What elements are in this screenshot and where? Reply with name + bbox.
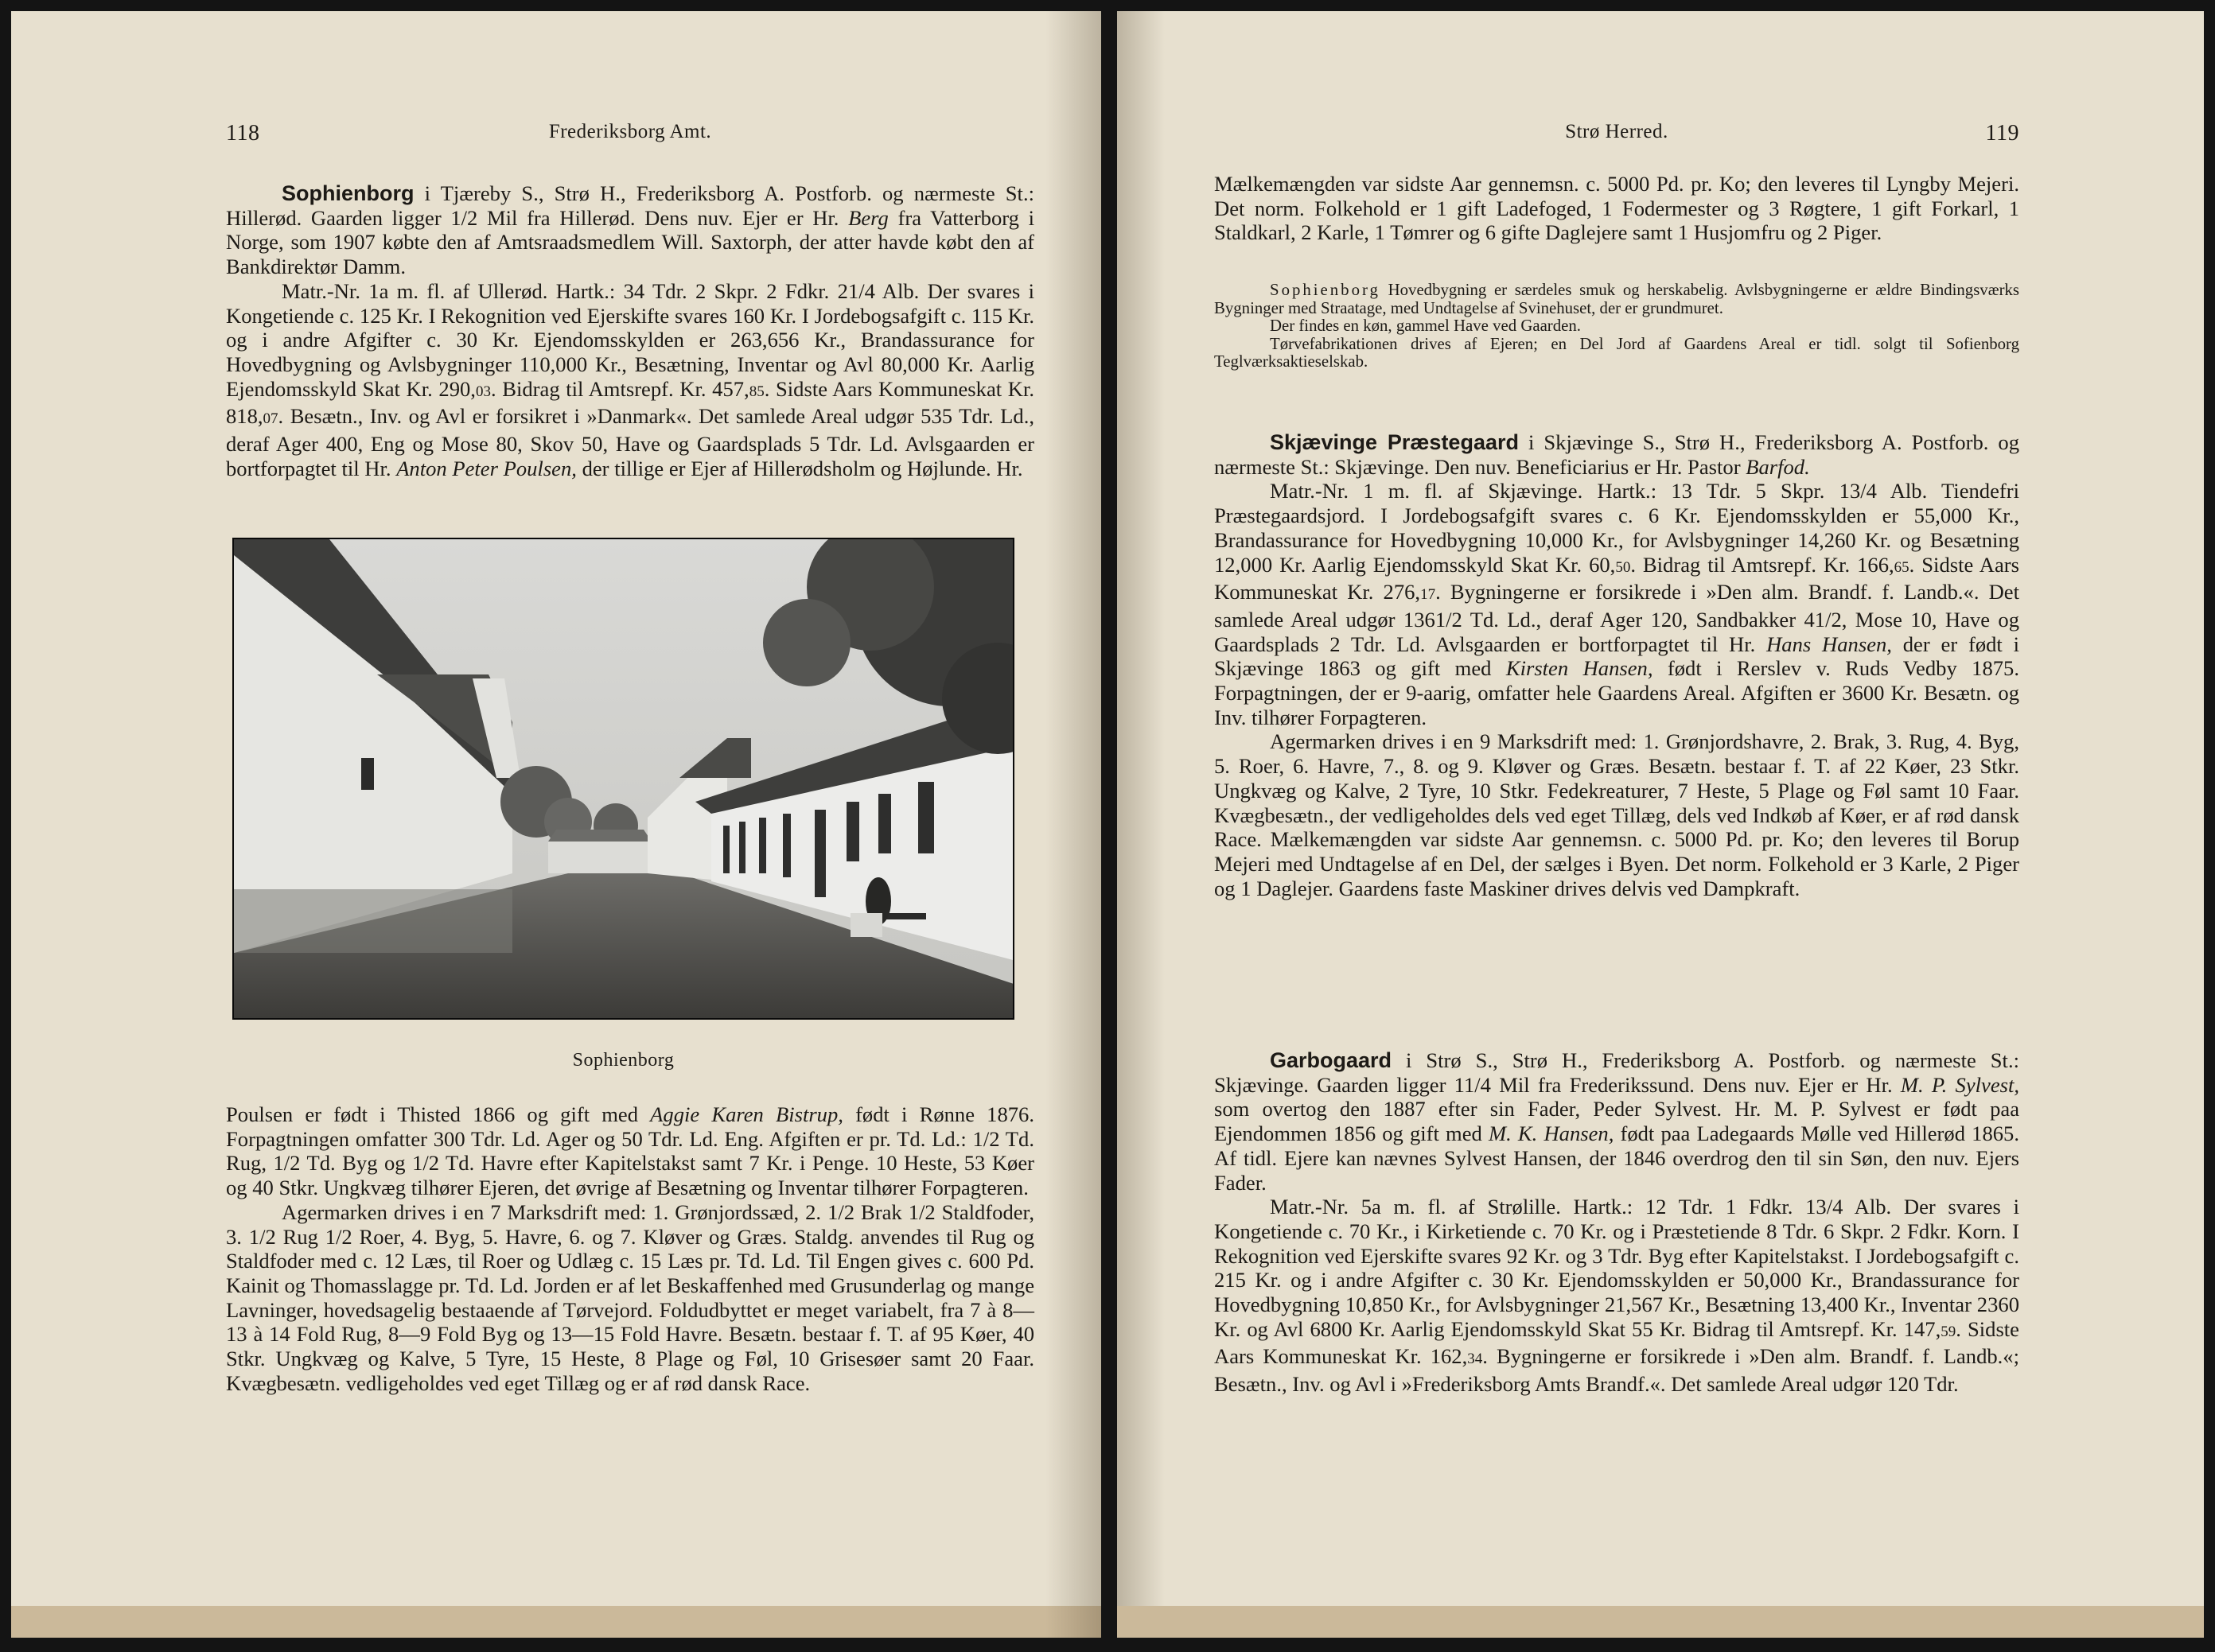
garbogaard-name: Garbogaard [1270, 1048, 1392, 1072]
text-run: Alb. Tiendefri Præstegaardsjord. I Jordebogsafgift svares c. 6 Kr. Ejendomsskylden er 55,000 Kr., Brandassurance for Hovedbygning 10,000 Kr., for Avlsbygninger 14,260 Kr. og Besætning 12,000 Kr. Aarlig Ejendomsskyld Skat Kr. 60, [1214, 479, 2019, 577]
fraction: 1/2 [325, 1224, 352, 1249]
text-run: i Tjæreby S., Strø H., Frederiksborg A. Postforb. og nærmeste St.: Hillerød. Gaarden ligger [226, 181, 1034, 230]
skjaevinge-name: Skjævinge Præstegaard [1270, 430, 1519, 454]
note-1 [1214, 282, 2019, 317]
text-run: i Skjævinge S., Strø H., Frederiksborg A. Postforb. og nærmeste St.: Skjævinge. Den nuv. Beneficiarius er Hr. Pastor [1214, 430, 2019, 479]
text-run: Mil fra Frederikssund. Dens nuv. Ejer er Hr. [1490, 1072, 1901, 1097]
left-page-number: 118 [226, 121, 260, 146]
text-run: født i Rønne 1876. Forpagtningen omfatter 300 Tdr. Ld. Ager og 50 Tdr. Ld. Eng. Afgiften er pr. Td. Ld.: [226, 1102, 1034, 1151]
garbogaard-entry [1214, 1048, 2019, 1397]
text-run: . Sidste Aars Kommuneskat Kr. 276, [1214, 552, 2019, 604]
tenant-name: Anton Peter Poulsen, [396, 456, 577, 480]
decimal-run: 07 [263, 410, 278, 428]
fraction: 1/4 [847, 278, 875, 303]
text-run: . Bidrag til Amtsrepf. Kr. 166, [1630, 552, 1894, 577]
right-page-number: 119 [1985, 121, 2019, 146]
fraction: 3/4 [1849, 479, 1877, 503]
text-run: Staldfoder, 3. [226, 1199, 1035, 1249]
text-run: der er født i Skjævinge 1863 og gift med [1214, 632, 2020, 681]
text-run: fra Vatterborg i Norge, som 1907 købte den af Amtsraadsmedlem Will. Saxtorph, der atter havde købt den af Bankdirektør Damm. [226, 205, 1034, 279]
right-running-head: Strø Herred. [1565, 121, 1668, 142]
text-run: . Besætn., Inv. og Avl er forsikret i »Danmark«. Det samlede Areal udgør 535 Tdr. Ld., deraf Ager 400, Eng og Mose 80, Skov 50, Have og Gaardsplads 5 Tdr. Ld. Avlsgaarden er bortforpagtet til Hr. [226, 404, 1034, 480]
fraction: 1/2 [412, 1151, 440, 1176]
text-run: Alb. Der svares i Kongetiende c. 70 Kr., i Kirketiende c. 70 Kr. og i Præstetiende 8 Tdr. 6 Skpr. 2 Fdkr. Korn. I Rekognition ved Ejerskifte svares 92 Kr. og 3 Tdr. Byg efter Kapitelstakst. I Jordebogsafgift c. 215 Kr. og i andre Afgifter c. 30 Kr. Ejendomsskylden er 50,000 Kr., Brandassurance for Hovedbygning 10,850 Kr., for Avlsbygninger 21,567 Kr., Besætning 13,400 Kr., Inventar 2360 Kr. og Avl 6800 Kr. Aarlig Ejendomsskyld Skat 55 Kr. Bidrag til Amtsrepf. Kr. 147, [1214, 1195, 2019, 1341]
text-run: . Bygningerne er forsikrede i »Den alm. Brandf. f. Landb.«; Besætn., Inv. og Avl i »Frederiksborg Amts Brandf.«. Det samlede Areal udgør 120 Tdr. [1214, 1344, 2019, 1397]
text-run: Td. Rug, [226, 1126, 1034, 1176]
continuation-para-2 [226, 1200, 1034, 1396]
text-run: Td. Byg og [300, 1151, 413, 1176]
wife-name: M. K. Hansen, [1488, 1121, 1614, 1146]
page-edge [1117, 1606, 2204, 1638]
right-page-header [1214, 121, 2019, 153]
text-run: født i Rerslev v. Ruds Vedby 1875. Forpagtningen, der er 9-aarig, omfatter hele Gaardens Areal. Afgiften er 3600 Kr. Besætn. og Inv. tilhører Forpagteren. [1214, 656, 2019, 729]
left-running-head: Frederiksborg Amt. [548, 121, 712, 142]
fraction: 3/4 [1816, 1195, 1843, 1219]
wife-name: Kirsten Hansen, [1505, 656, 1653, 681]
top-para: Mælkemængden var sidste Aar gennemsn. c. 5000 Pd. pr. Ko; den leveres til Lyngby Mejeri. Det norm. Folkehold er 1 gift Ladefoged, 1 Fodermester og 3 Røgtere, 1 gift Forkarl, 1 Staldkarl, 2 Karle, 1 Tømrer og 6 gifte Daglejere samt 1 Husjomfru og 2 Piger. [1214, 172, 2019, 245]
decimal-run: 50 [1615, 558, 1631, 576]
farm-courtyard-illustration [234, 539, 1014, 1020]
wife-name: Aggie Karen Bistrup, [650, 1102, 843, 1126]
sophienborg-para-1 [226, 181, 1034, 279]
right-page [1117, 11, 2204, 1638]
garbogaard-para-1 [1214, 1048, 2019, 1195]
text-run: som overtog den 1887 efter sin Fader, Peder Sylvest. Hr. M. P. Sylvest er født paa Ejendommen 1856 og gift med [1214, 1097, 2019, 1146]
text-run: Roer, 4. Byg, 5. Havre, 6. og 7. Kløver og Græs. Staldg. anvendes til Rug og Staldfoder med c. 12 Læs, til Roer og Udlæg c. 15 Læs pr. Td. Ld. Til Engen gives c. 600 Pd. Kainit og Thomasslagge pr. Td. Ld. Jorden er af let Beskaffenhed med Grusunderlag og mange Lavninger, hovedsagelig bestaaende af Tørvejord. Foldudbyttet er meget variabelt, fra 7 à 8—13 à 14 Fold Rug, 8—9 Fold Byg og 13—15 Fold Havre. Besætn. bestaar f. T. af 95 Køer, 40 Stkr. Ungkvæg og Kalve, 5 Tyre, 15 Heste, 8 Plage og Føl, 10 Grisesøer samt 20 Faar. Kvægbesætn. vedligeholdes ved eget Tillæg og er af rød dansk Race. [226, 1224, 1035, 1395]
fraction: 1/2 [248, 1224, 276, 1249]
pastor-name: Barfod. [1746, 454, 1810, 479]
text-run: Agermarken drives i en 7 Marksdrift med: 1. Grønjordssæd, 2. [282, 1199, 828, 1224]
tenant-name: Hans Hansen, [1766, 632, 1892, 656]
garbogaard-para-2 [1214, 1195, 2019, 1397]
sophienborg-end [1214, 172, 2019, 245]
text-run: Matr.-Nr. 1a m. fl. af Ullerød. Hartk.: 34 Tdr. 2 Skpr. 2 Fdkr. 2 [282, 278, 848, 303]
sophienborg-name: Sophienborg [282, 181, 415, 205]
note-3: Tørvefabrikationen drives af Ejeren; en Del Jord af Gaardens Areal er tidl. solgt til Sofienborg Teglværksaktieselskab. [1214, 334, 2019, 371]
fraction: 1/2 [273, 1151, 301, 1176]
decimal-run: 65 [1894, 558, 1909, 576]
fraction: 1/2 [908, 1199, 936, 1224]
text-run: , Mose 10, Have og Gaardsplads 2 Tdr. Ld. Avlsgaarden er bortforpagtet til Hr. [1214, 607, 2019, 656]
owner-name: Berg [848, 205, 889, 230]
skjaevinge-entry [1214, 430, 2019, 900]
text-run: . Bidrag til Amtsrepf. Kr. 457, [490, 376, 749, 401]
text-run: Poulsen er født i Thisted 1866 og gift med [226, 1102, 651, 1126]
skjaevinge-para-2 [1214, 479, 2019, 729]
fraction: 1/2 [827, 1199, 855, 1224]
decimal-run: 85 [749, 383, 765, 400]
sophienborg-para-2 [226, 279, 1034, 481]
decimal-run: 34 [1467, 1351, 1483, 1368]
skjaevinge-para-3: Agermarken drives i en 9 Marksdrift med: 1. Grønjordshavre, 2. Brak, 3. Rug, 4. Byg, 5. Roer, 6. Havre, 7., 8. og 9. Kløver og Græs. Besætn. bestaar f. T. af 22 Køer, 23 Stkr. Ungkvæg og Kalve, 2 Tyre, 10 Stkr. Fedekreaturer, 7 Heste, 5 Plage og Føl samt 10 Faar. Kvægbesætn., der vedligeholdes dels ved eget Tillæg, dels ved Indkøb af Køer, er af rød dansk Race. Mælkemængden var sidste Aar gennemsn. c. 5000 Pd. pr. Ko; den leveres til Borup Mejeri med Undtagelse af en Del, der sælges i Byen. Det norm. Folkehold er 3 Karle, 2 Piger og 1 Daglejer. Gaardens faste Maskiner drives delvis ved Dampkraft. [1214, 729, 2019, 900]
note-2: Der findes en køn, gammel Have ved Gaarden. [1270, 317, 1581, 336]
left-page [11, 11, 1101, 1638]
skjaevinge-para-1 [1214, 430, 2019, 479]
photo-caption: Sophienborg [572, 1050, 675, 1071]
decimal-run: 03 [475, 383, 491, 400]
decimal-run: 17 [1420, 586, 1436, 604]
continuation-para-1 [226, 1102, 1034, 1200]
fraction: 1/2 [450, 205, 478, 230]
text-run: Brak [854, 1199, 909, 1224]
fraction: 1/2 [1814, 607, 1842, 632]
text-run: Alb. Der svares i Kongetiende c. 125 Kr. I Rekognition ved Ejerskifte svares 160 Kr. I Jordebogsafgift c. 115 Kr. og i andre Afgifter c. 30 Kr. Ejendomsskylden er 263,656 Kr., Brandassurance for Hovedbygning og Avlsbygninger 110,000 Kr., Besætning, Inventar og Avl 80,000 Kr. Aarlig Ejendomsskyld Skat Kr. 290, [226, 278, 1034, 401]
text-run: Hovedbygning er særdeles smuk og herskabelig. Avlsbygningerne er ældre Bindingsværks Bygninger med Straatage, med Undtagelse af Svinehuset, der er grundmuret. [1214, 281, 2019, 317]
text-run: Td. Ld., deraf Ager 120, Sandbakker 4 [1462, 607, 1815, 632]
text-run: Mil fra Hillerød. Dens nuv. Ejer er Hr. [477, 205, 849, 230]
owner-name: M. P. Sylvest, [1900, 1072, 2020, 1097]
sophienborg-continuation [226, 1102, 1034, 1395]
text-run: Rug [275, 1224, 325, 1249]
left-page-header [226, 121, 1034, 153]
text-run: Td. Havre efter Kapitelstakst samt 7 Kr. i Penge. 10 Heste, 53 Køer og 40 Stkr. Ungkvæg tilhører Ejeren, det øvrige af Besætning og Inventar tilhører Forpagteren. [226, 1151, 1034, 1200]
sophienborg-photo [232, 538, 1014, 1020]
sophienborg-notes [1214, 282, 2019, 371]
text-run: Matr.-Nr. 5a m. fl. af Strølille. Hartk.: 12 Tdr. 1 Fdkr. 1 [1270, 1195, 1816, 1219]
fraction: 1/4 [1464, 1072, 1491, 1097]
text-run: . Bygningerne er forsikrede i »Den alm. Brandf. f. Landb.«. Det samlede Areal udgør 136 [1214, 580, 2019, 632]
text-run: . Sidste Aars Kommuneskat Kr. 162, [1214, 1316, 2019, 1369]
spaced-name: Sophienborg [1270, 281, 1380, 299]
sophienborg-entry [226, 181, 1034, 480]
text-run: Matr.-Nr. 1 m. fl. af Skjævinge. Hartk.: 13 Tdr. 5 Skpr. 1 [1270, 479, 1850, 503]
text-run: . Sidste Aars Kommuneskat Kr. 818, [226, 376, 1035, 429]
text-run: i Strø S., Strø H., Frederiksborg A. Postforb. og nærmeste St.: Skjævinge. Gaarden ligger 1 [1214, 1048, 2019, 1097]
decimal-run: 59 [1941, 1323, 1956, 1340]
fraction: 1/2 [972, 1126, 1000, 1151]
text-run: født paa Ladegaards Mølle ved Hillerød 1865. Af tidl. Ejere kan nævnes Sylvest Hansen, der 1846 overdrog den til sin Søn, den nuv. Ejers Fader. [1214, 1121, 2019, 1195]
text-run: der tillige er Ejer af Hillerødsholm og Højlunde. Hr. [576, 456, 1023, 480]
fraction: 1/2 [1434, 607, 1462, 632]
